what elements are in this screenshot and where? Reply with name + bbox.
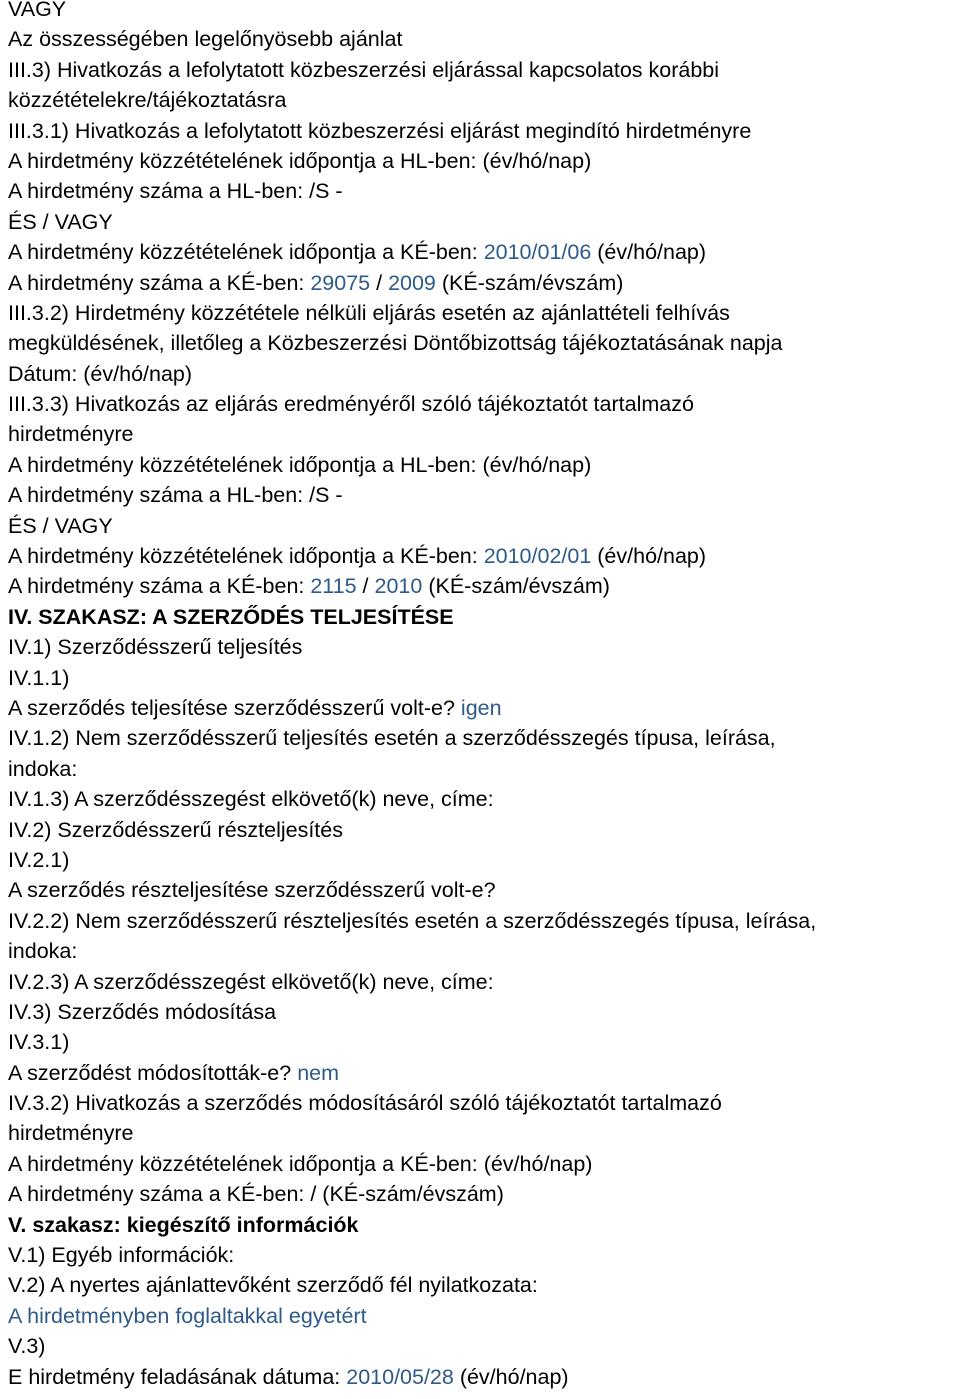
section-IV1-heading: IV.1) Szerződésszerű teljesítés (8, 635, 303, 660)
separator: / (356, 574, 375, 599)
question-text: A szerződést módosították-e? (8, 1060, 298, 1085)
dispatch-date-value: 2010/05/28 (346, 1364, 454, 1389)
format-label: (év/hó/nap) (591, 544, 707, 569)
hl-notice-number: A hirdetmény száma a HL-ben: /S - (8, 483, 343, 508)
section-IV13-heading: IV.1.3) A szerződésszegést elkövető(k) neve, címe: (8, 787, 494, 812)
section-IV11-label: IV.1.1) (8, 665, 70, 690)
answer-value: igen (460, 695, 502, 720)
question-text: A szerződés teljesítése szerződésszerű volt-e? (8, 695, 461, 720)
section-IV12-heading: IV.1.2) Nem szerződésszerű teljesítés esetén a szerződésszegés típusa, leírása, (8, 726, 776, 751)
section-IV23-heading: IV.2.3) A szerződésszegést elkövető(k) neve, címe: (8, 969, 494, 994)
section-IV31-label: IV.3.1) (8, 1030, 70, 1055)
section-IV22-heading: IV.2.2) Nem szerződésszerű részteljesítés esetén a szerződésszegés típusa, leírása, (8, 908, 817, 933)
document-body (8, 0, 960, 1392)
label: A hirdetmény száma a KÉ-ben: (8, 574, 311, 599)
hl-publication-date: A hirdetmény közzétételének időpontja a HL-ben: (év/hó/nap) (8, 452, 592, 477)
section-III3-heading: III.3) Hivatkozás a lefolytatott közbeszerzési eljárással kapcsolatos korábbi (8, 57, 720, 82)
label: A hirdetmény közzétételének időpontja a KÉ-ben: (8, 240, 484, 265)
and-or-separator: ÉS / VAGY (8, 513, 113, 538)
section-IV2-heading: IV.2) Szerződésszerű részteljesítés (8, 817, 343, 842)
section-V1-heading: V.1) Egyéb információk: (8, 1243, 235, 1268)
label: E hirdetmény feladásának dátuma: (8, 1364, 347, 1389)
section-III33-heading: III.3.3) Hivatkozás az eljárás eredményéről szóló tájékoztatót tartalmazó (8, 392, 694, 417)
line-vagy: VAGY (8, 0, 67, 21)
ke-date-value: 2010/01/06 (483, 240, 592, 265)
section-III32-heading: III.3.2) Hirdetmény közzététele nélküli eljárás esetén az ajánlattételi felhívás (8, 300, 730, 325)
contract-performance-question (8, 693, 960, 723)
ke-date-value: 2010/02/01 (483, 544, 592, 569)
section-IV3-heading: IV.3) Szerződés módosítása (8, 999, 277, 1024)
hl-notice-number: A hirdetmény száma a HL-ben: /S - (8, 179, 343, 204)
section-IV22-heading-cont: indoka: (8, 939, 78, 964)
ke-year-value: 2010 (374, 574, 423, 599)
ke-notice-number: A hirdetmény száma a KÉ-ben: / (KÉ-szám/évszám) (8, 1182, 504, 1207)
section-IV32-heading: IV.3.2) Hivatkozás a szerződés módosításáról szóló tájékoztatót tartalmazó (8, 1091, 722, 1116)
ke-publication-date: A hirdetmény közzétételének időpontja a KÉ-ben: (év/hó/nap) (8, 1151, 593, 1176)
format-label: (KÉ-szám/évszám) (435, 270, 624, 295)
section-IV32-heading-cont: hirdetményre (8, 1121, 134, 1146)
line-award-criteria: Az összességében legelőnyösebb ajánlat (8, 27, 403, 52)
section-V2-heading: V.2) A nyertes ajánlattevőként szerződő fél nyilatkozata: (8, 1273, 538, 1298)
hl-publication-date: A hirdetmény közzétételének időpontja a HL-ben: (év/hó/nap) (8, 148, 592, 173)
answer-value: nem (297, 1060, 340, 1085)
contract-modified-question (8, 1058, 960, 1088)
section-III33-heading-cont: hirdetményre (8, 422, 134, 447)
section-V3-label: V.3) (8, 1334, 46, 1359)
ke-year-value: 2009 (388, 270, 436, 295)
section-III31-heading: III.3.1) Hivatkozás a lefolytatott közbeszerzési eljárást megindító hirdetményre (8, 118, 752, 143)
partial-performance-question: A szerződés részteljesítése szerződésszerű volt-e? (8, 878, 496, 903)
label: A hirdetmény közzétételének időpontja a KÉ-ben: (8, 544, 484, 569)
format-label: (év/hó/nap) (591, 240, 707, 265)
notice-dispatch-date (8, 1362, 960, 1392)
winner-statement-value: A hirdetményben foglaltakkal egyetért (8, 1303, 367, 1328)
ke-notice-number (8, 268, 960, 298)
ke-number-value: 29075 (310, 270, 371, 295)
ke-notice-number (8, 571, 960, 601)
section-IV21-label: IV.2.1) (8, 847, 70, 872)
label: A hirdetmény száma a KÉ-ben: (8, 270, 311, 295)
date-label: Dátum: (év/hó/nap) (8, 361, 193, 386)
ke-publication-date (8, 237, 960, 267)
section-V-title: V. szakasz: kiegészítő információk (8, 1212, 359, 1237)
section-III3-heading-cont: közzétételekre/tájékoztatásra (8, 88, 287, 113)
separator: / (370, 270, 389, 295)
ke-publication-date (8, 541, 960, 571)
section-IV12-heading-cont: indoka: (8, 756, 78, 781)
section-IV-title: IV. SZAKASZ: A SZERZŐDÉS TELJESÍTÉSE (8, 604, 454, 629)
ke-number-value: 2115 (310, 574, 357, 599)
format-label: (KÉ-szám/évszám) (422, 574, 610, 599)
and-or-separator: ÉS / VAGY (8, 209, 113, 234)
section-III32-heading-cont: megküldésének, illetőleg a Közbeszerzési Döntőbizottság tájékoztatásának napja (8, 331, 783, 356)
format-label: (év/hó/nap) (453, 1364, 569, 1389)
